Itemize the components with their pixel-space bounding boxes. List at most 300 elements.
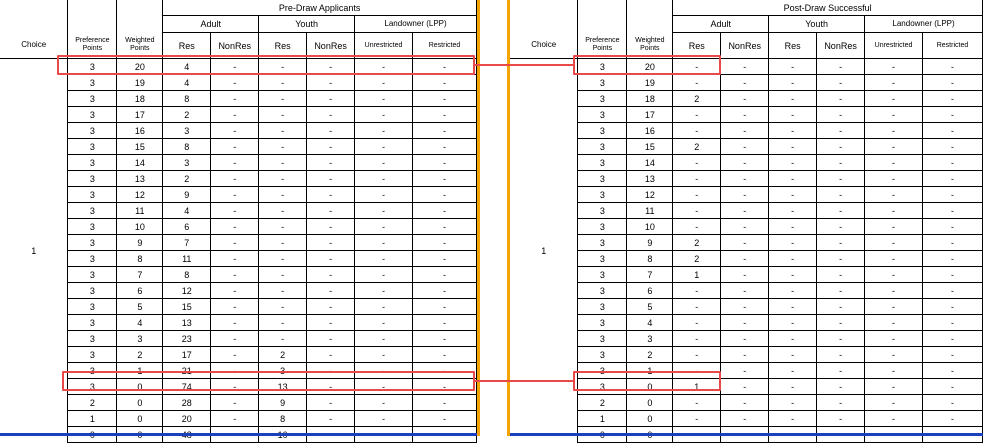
preference-points-cell: 3 — [68, 139, 117, 155]
weighted-points-cell: 3 — [627, 331, 673, 347]
preference-points-cell: 3 — [68, 267, 117, 283]
youth-nonres-cell: - — [817, 379, 865, 395]
youth-res-cell: - — [769, 395, 817, 411]
youth-res-cell: - — [769, 411, 817, 427]
youth-nonres-cell: - — [307, 155, 355, 171]
preference-points-cell: 3 — [578, 155, 627, 171]
adult-res-cell: 4 — [163, 75, 211, 91]
weighted-points-cell: 20 — [117, 59, 163, 75]
adult-nonres-cell: - — [211, 299, 259, 315]
restricted-cell: - — [413, 331, 477, 347]
youth-nonres-cell: - — [307, 395, 355, 411]
youth-nonres-cell: - — [817, 411, 865, 427]
unrestricted-cell: - — [355, 235, 413, 251]
blank-cell — [68, 16, 117, 33]
blank-cell — [0, 0, 68, 16]
weighted-points-cell: 17 — [117, 107, 163, 123]
preference-points-cell: 3 — [578, 331, 627, 347]
unrestricted-cell: - — [355, 59, 413, 75]
restricted-cell: - — [923, 123, 983, 139]
unrestricted-cell: - — [355, 363, 413, 379]
table-row — [510, 107, 983, 123]
preference-points-cell: 3 — [578, 75, 627, 91]
table-row — [510, 331, 983, 347]
restricted-cell: - — [923, 363, 983, 379]
blank-cell — [68, 0, 117, 16]
table-row — [0, 75, 477, 91]
header-adult-nonres: NonRes — [211, 33, 259, 59]
adult-nonres-cell: - — [721, 91, 769, 107]
unrestricted-cell: - — [865, 331, 923, 347]
youth-nonres-cell: - — [307, 283, 355, 299]
table-row — [510, 171, 983, 187]
adult-nonres-cell: - — [721, 347, 769, 363]
youth-res-cell: - — [769, 363, 817, 379]
unrestricted-cell: - — [865, 379, 923, 395]
preference-points-cell: 2 — [578, 395, 627, 411]
unrestricted-cell: - — [355, 75, 413, 91]
youth-res-cell: - — [259, 155, 307, 171]
adult-nonres-cell: - — [211, 267, 259, 283]
header-youth-nonres: NonRes — [307, 33, 355, 59]
weighted-points-cell: 9 — [117, 235, 163, 251]
adult-nonres-cell: - — [721, 315, 769, 331]
header-adult-res: Res — [673, 33, 721, 59]
adult-nonres-cell: - — [211, 107, 259, 123]
adult-nonres-cell: - — [721, 123, 769, 139]
adult-res-cell: - — [673, 171, 721, 187]
unrestricted-cell: - — [865, 91, 923, 107]
adult-res-cell: 9 — [163, 187, 211, 203]
header-unrestricted: Unrestricted — [355, 33, 413, 59]
table-row — [0, 315, 477, 331]
preference-points-cell: 3 — [68, 107, 117, 123]
youth-res-cell: - — [259, 267, 307, 283]
unrestricted-cell: - — [865, 171, 923, 187]
youth-nonres-cell: - — [817, 187, 865, 203]
restricted-cell: - — [413, 203, 477, 219]
youth-nonres-cell: - — [307, 411, 355, 427]
youth-res-cell: - — [769, 347, 817, 363]
youth-res-cell: - — [259, 91, 307, 107]
adult-res-cell: 21 — [163, 363, 211, 379]
adult-res-cell: 7 — [163, 235, 211, 251]
adult-nonres-cell: - — [211, 91, 259, 107]
weighted-points-cell: 10 — [117, 219, 163, 235]
restricted-cell: - — [413, 139, 477, 155]
adult-res-cell: - — [673, 187, 721, 203]
youth-nonres-cell: - — [307, 331, 355, 347]
unrestricted-cell: - — [355, 267, 413, 283]
youth-res-cell: 3 — [259, 363, 307, 379]
restricted-cell: - — [923, 283, 983, 299]
adult-nonres-cell: - — [211, 187, 259, 203]
preference-points-cell: 3 — [578, 107, 627, 123]
adult-nonres-cell: - — [211, 59, 259, 75]
unrestricted-cell: - — [865, 315, 923, 331]
highlight-row-20-left — [57, 55, 475, 75]
adult-res-cell: - — [673, 331, 721, 347]
header-youth-res: Res — [259, 33, 307, 59]
youth-res-cell: - — [769, 219, 817, 235]
choice-value: 1 — [0, 59, 68, 443]
blank-cell — [578, 16, 627, 33]
weighted-points-cell: 0 — [117, 395, 163, 411]
youth-nonres-cell: - — [307, 251, 355, 267]
header-adult-res: Res — [163, 33, 211, 59]
youth-nonres-cell: - — [307, 315, 355, 331]
youth-res-cell: - — [769, 251, 817, 267]
table-row — [0, 411, 477, 427]
adult-nonres-cell: - — [211, 283, 259, 299]
adult-nonres-cell: - — [721, 171, 769, 187]
adult-nonres-cell: - — [721, 251, 769, 267]
youth-res-cell: - — [769, 283, 817, 299]
group-youth: Youth — [769, 16, 865, 33]
youth-res-cell: - — [769, 235, 817, 251]
blank-cell — [578, 0, 627, 16]
youth-res-cell: - — [769, 123, 817, 139]
table-row — [0, 299, 477, 315]
youth-res-cell: - — [259, 315, 307, 331]
adult-res-cell: 4 — [163, 59, 211, 75]
table-row — [510, 251, 983, 267]
adult-nonres-cell: - — [211, 251, 259, 267]
table-row — [0, 283, 477, 299]
preference-points-cell: 3 — [578, 139, 627, 155]
weighted-points-cell: 2 — [627, 347, 673, 363]
weighted-points-cell: 10 — [627, 219, 673, 235]
weighted-points-cell: 12 — [117, 187, 163, 203]
adult-nonres-cell: - — [721, 411, 769, 427]
adult-res-cell: 12 — [163, 283, 211, 299]
header-adult-nonres: NonRes — [721, 33, 769, 59]
adult-nonres-cell: - — [721, 235, 769, 251]
youth-res-cell: - — [769, 155, 817, 171]
preference-points-cell: 3 — [578, 251, 627, 267]
youth-res-cell: - — [769, 139, 817, 155]
restricted-cell: - — [923, 331, 983, 347]
restricted-cell: - — [413, 155, 477, 171]
youth-res-cell: - — [259, 107, 307, 123]
youth-nonres-cell: - — [817, 331, 865, 347]
youth-res-cell: - — [259, 59, 307, 75]
youth-res-cell: - — [259, 283, 307, 299]
table-row — [0, 187, 477, 203]
adult-nonres-cell: - — [721, 139, 769, 155]
unrestricted-cell: - — [865, 123, 923, 139]
header-unrestricted: Unrestricted — [865, 33, 923, 59]
adult-nonres-cell: - — [721, 395, 769, 411]
adult-res-cell: 2 — [163, 107, 211, 123]
restricted-cell: - — [923, 219, 983, 235]
restricted-cell: - — [923, 267, 983, 283]
weighted-points-cell: 19 — [627, 75, 673, 91]
weighted-points-cell: 0 — [627, 395, 673, 411]
adult-nonres-cell: - — [211, 203, 259, 219]
table-row — [0, 235, 477, 251]
table-row — [0, 395, 477, 411]
youth-res-cell: - — [769, 75, 817, 91]
preference-points-cell: 3 — [68, 203, 117, 219]
highlight-row-0-right — [573, 371, 721, 391]
restricted-cell: - — [923, 347, 983, 363]
group-adult: Adult — [673, 16, 769, 33]
restricted-cell: - — [413, 171, 477, 187]
unrestricted-cell: - — [355, 155, 413, 171]
table-row — [0, 219, 477, 235]
unrestricted-cell: - — [865, 347, 923, 363]
adult-res-cell: - — [673, 75, 721, 91]
youth-res-cell: - — [259, 251, 307, 267]
weighted-points-cell: 18 — [627, 91, 673, 107]
restricted-cell: - — [923, 171, 983, 187]
youth-res-cell: - — [259, 219, 307, 235]
adult-res-cell: - — [673, 411, 721, 427]
preference-points-cell: 3 — [578, 123, 627, 139]
youth-nonres-cell: - — [817, 315, 865, 331]
unrestricted-cell: - — [355, 331, 413, 347]
adult-nonres-cell: - — [211, 315, 259, 331]
adult-res-cell: - — [673, 283, 721, 299]
weighted-points-cell: 4 — [117, 315, 163, 331]
table-row — [0, 91, 477, 107]
adult-res-cell: 1 — [673, 267, 721, 283]
adult-nonres-cell: - — [721, 203, 769, 219]
restricted-cell: - — [413, 299, 477, 315]
youth-nonres-cell: - — [817, 155, 865, 171]
adult-res-cell: 2 — [673, 91, 721, 107]
restricted-cell: - — [413, 363, 477, 379]
unrestricted-cell: - — [865, 139, 923, 155]
weighted-points-cell: 2 — [117, 347, 163, 363]
restricted-cell: - — [923, 139, 983, 155]
table-row — [510, 75, 983, 91]
youth-nonres-cell: - — [307, 91, 355, 107]
adult-res-cell: 11 — [163, 251, 211, 267]
weighted-points-cell: 7 — [627, 267, 673, 283]
adult-nonres-cell: - — [211, 219, 259, 235]
weighted-points-cell: 12 — [627, 187, 673, 203]
adult-nonres-cell: - — [721, 155, 769, 171]
header-youth-nonres: NonRes — [817, 33, 865, 59]
youth-nonres-cell: - — [307, 59, 355, 75]
youth-res-cell: - — [259, 187, 307, 203]
adult-res-cell: - — [673, 107, 721, 123]
youth-nonres-cell: - — [307, 139, 355, 155]
youth-nonres-cell: - — [817, 107, 865, 123]
unrestricted-cell: - — [865, 155, 923, 171]
unrestricted-cell: - — [865, 187, 923, 203]
unrestricted-cell: - — [355, 379, 413, 395]
youth-nonres-cell: - — [817, 91, 865, 107]
header-youth-res: Res — [769, 33, 817, 59]
header-choice: Choice — [0, 33, 68, 59]
adult-nonres-cell: - — [211, 123, 259, 139]
table-row — [0, 347, 477, 363]
weighted-points-cell: 4 — [627, 315, 673, 331]
weighted-points-cell: 0 — [627, 379, 673, 395]
youth-res-cell: - — [769, 171, 817, 187]
weighted-points-cell: 11 — [627, 203, 673, 219]
weighted-points-cell: 5 — [117, 299, 163, 315]
choice-value: 1 — [510, 59, 578, 443]
adult-nonres-cell: - — [211, 363, 259, 379]
preference-points-cell: 3 — [578, 171, 627, 187]
restricted-cell: - — [413, 251, 477, 267]
youth-nonres-cell: - — [817, 203, 865, 219]
preference-points-cell: 3 — [578, 363, 627, 379]
adult-nonres-cell: - — [721, 299, 769, 315]
weighted-points-cell: 18 — [117, 91, 163, 107]
restricted-cell: - — [413, 379, 477, 395]
weighted-points-cell: 8 — [117, 251, 163, 267]
blank-cell — [0, 16, 68, 33]
preference-points-cell: 3 — [578, 219, 627, 235]
youth-nonres-cell: - — [817, 235, 865, 251]
preference-points-cell: 3 — [68, 91, 117, 107]
blank-cell — [510, 16, 578, 33]
table-row — [0, 155, 477, 171]
adult-res-cell: - — [673, 59, 721, 75]
highlight-connector — [475, 64, 573, 66]
restricted-cell: - — [413, 411, 477, 427]
restricted-cell: - — [923, 379, 983, 395]
youth-nonres-cell: - — [307, 267, 355, 283]
adult-res-cell: - — [673, 363, 721, 379]
adult-res-cell: 8 — [163, 91, 211, 107]
unrestricted-cell: - — [355, 123, 413, 139]
group-landowner: Landowner (LPP) — [355, 16, 477, 33]
unrestricted-cell: - — [355, 107, 413, 123]
youth-res-cell: - — [259, 203, 307, 219]
weighted-points-cell: 6 — [117, 283, 163, 299]
preference-points-cell: 3 — [578, 315, 627, 331]
table-row — [0, 251, 477, 267]
restricted-cell: - — [923, 395, 983, 411]
table-row — [510, 299, 983, 315]
weighted-points-cell: 11 — [117, 203, 163, 219]
unrestricted-cell: - — [355, 187, 413, 203]
adult-nonres-cell: - — [721, 331, 769, 347]
preference-points-cell: 3 — [578, 203, 627, 219]
youth-res-cell: - — [769, 315, 817, 331]
adult-res-cell: - — [673, 203, 721, 219]
unrestricted-cell: - — [865, 267, 923, 283]
restricted-cell: - — [413, 59, 477, 75]
youth-res-cell: - — [259, 123, 307, 139]
youth-res-cell: 13 — [259, 379, 307, 395]
preference-points-cell: 3 — [68, 59, 117, 75]
table-row — [510, 91, 983, 107]
weighted-points-cell: 0 — [117, 379, 163, 395]
adult-nonres-cell: - — [721, 379, 769, 395]
adult-res-cell: 1 — [673, 379, 721, 395]
restricted-cell: - — [413, 395, 477, 411]
youth-nonres-cell: - — [817, 75, 865, 91]
preference-points-cell: 3 — [68, 219, 117, 235]
unrestricted-cell: - — [865, 219, 923, 235]
youth-nonres-cell: - — [307, 219, 355, 235]
unrestricted-cell: - — [865, 283, 923, 299]
restricted-cell: - — [413, 123, 477, 139]
blank-cell — [627, 16, 673, 33]
adult-res-cell: 3 — [163, 123, 211, 139]
adult-nonres-cell: - — [211, 331, 259, 347]
youth-res-cell: - — [769, 187, 817, 203]
unrestricted-cell: - — [865, 395, 923, 411]
youth-res-cell: - — [259, 75, 307, 91]
table-row — [510, 203, 983, 219]
adult-res-cell: 2 — [673, 251, 721, 267]
table-row — [510, 187, 983, 203]
adult-res-cell: 23 — [163, 331, 211, 347]
preference-points-cell: 3 — [68, 315, 117, 331]
unrestricted-cell: - — [355, 203, 413, 219]
youth-nonres-cell: - — [817, 59, 865, 75]
youth-res-cell: - — [259, 331, 307, 347]
unrestricted-cell: - — [355, 299, 413, 315]
restricted-cell: - — [923, 59, 983, 75]
preference-points-cell: 3 — [578, 91, 627, 107]
youth-res-cell: - — [259, 139, 307, 155]
restricted-cell: - — [413, 219, 477, 235]
preference-points-cell: 3 — [578, 299, 627, 315]
unrestricted-cell: - — [355, 395, 413, 411]
table-row — [0, 139, 477, 155]
adult-nonres-cell: - — [721, 107, 769, 123]
weighted-points-cell: 14 — [627, 155, 673, 171]
adult-nonres-cell: - — [721, 59, 769, 75]
unrestricted-cell: - — [355, 283, 413, 299]
weighted-points-cell: 0 — [117, 411, 163, 427]
youth-res-cell: - — [769, 59, 817, 75]
weighted-points-cell: 19 — [117, 75, 163, 91]
preference-points-cell: 3 — [578, 267, 627, 283]
restricted-cell: - — [923, 91, 983, 107]
table-row — [0, 107, 477, 123]
weighted-points-cell: 20 — [627, 59, 673, 75]
unrestricted-cell: - — [355, 411, 413, 427]
unrestricted-cell: - — [355, 219, 413, 235]
highlight-row-0-left — [62, 371, 475, 391]
group-youth: Youth — [259, 16, 355, 33]
table-row — [510, 411, 983, 427]
weighted-points-cell: 14 — [117, 155, 163, 171]
restricted-cell: - — [413, 107, 477, 123]
highlight-row-20-right — [573, 55, 721, 75]
youth-res-cell: - — [259, 235, 307, 251]
unrestricted-cell: - — [355, 171, 413, 187]
header-choice: Choice — [510, 33, 578, 59]
youth-nonres-cell: - — [817, 347, 865, 363]
youth-nonres-cell: - — [817, 139, 865, 155]
youth-nonres-cell: - — [817, 363, 865, 379]
weighted-points-cell: 15 — [627, 139, 673, 155]
preference-points-cell: 3 — [68, 123, 117, 139]
table-row — [0, 123, 477, 139]
preference-points-cell: 3 — [68, 363, 117, 379]
adult-res-cell: - — [673, 315, 721, 331]
unrestricted-cell: - — [355, 91, 413, 107]
adult-res-cell: 6 — [163, 219, 211, 235]
adult-res-cell: - — [673, 219, 721, 235]
group-adult: Adult — [163, 16, 259, 33]
youth-nonres-cell: - — [307, 75, 355, 91]
preference-points-cell: 3 — [68, 187, 117, 203]
youth-nonres-cell: - — [307, 187, 355, 203]
restricted-cell: - — [923, 315, 983, 331]
